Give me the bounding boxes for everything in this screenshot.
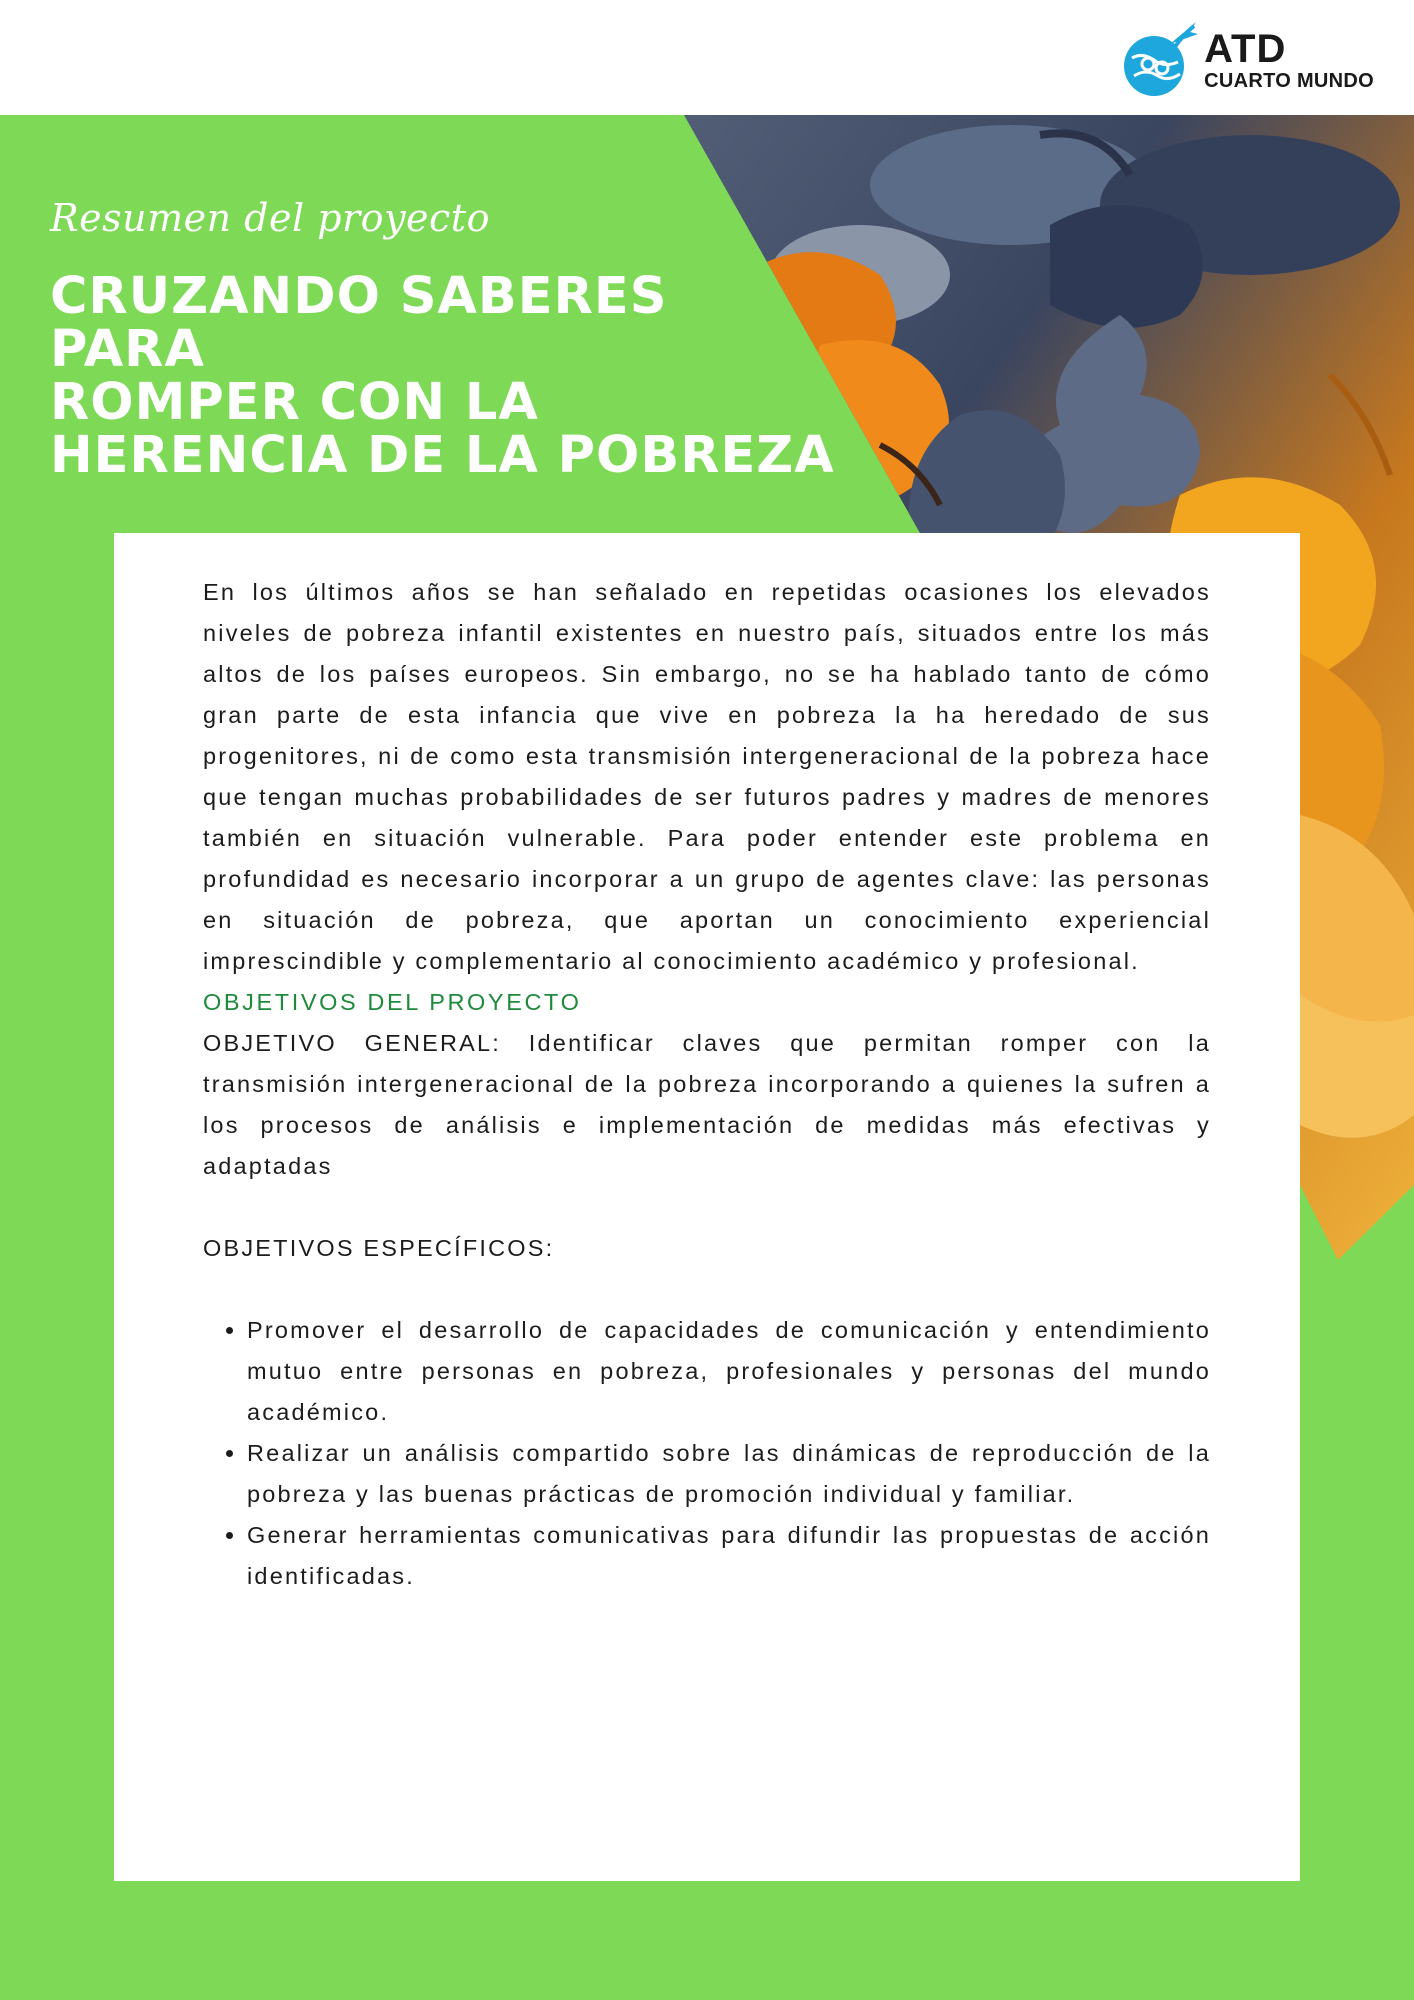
content-body — [203, 572, 1211, 1597]
title-line: CRUZANDO SABERES — [50, 267, 668, 326]
list-item: • Promover el desarrollo de capacidades de comunicación y entendimiento mutuo entre personas en pobreza, profesionales y personas del mundo académico. — [247, 1310, 1211, 1433]
title-line: ROMPER CON LA — [50, 373, 539, 432]
list-item: • Generar herramientas comunicativas para difundir las propuestas de acción identificadas. — [247, 1515, 1211, 1597]
intro-paragraph: En los últimos años se han señalado en repetidas ocasiones los elevados niveles de pobreza infantil existentes en nuestro país, situados entre los más altos de los países europeos. Sin embargo, no se ha hablado tanto de cómo gran parte de esta infancia que vive en pobreza la ha heredado de sus progenitores, ni de como esta transmisión intergeneracional de la pobreza hace que tengan muchas probabilidades de ser futuros padres y madres de menores también en situación vulnerable. Para poder entender este problema en profundidad es necesario incorporar a un grupo de agentes clave: las personas en situación de pobreza, que aportan un conocimiento experiencial imprescindible y complementario al conocimiento académico y profesional. — [203, 579, 1211, 974]
title-line: PARA — [50, 320, 205, 379]
specific-objectives-heading: OBJETIVOS ESPECÍFICOS: — [203, 1235, 555, 1261]
top-bar — [0, 0, 1414, 115]
list-item: • Realizar un análisis compartido sobre las dinámicas de reproducción de la pobreza y las buenas prácticas de promoción individual y familiar. — [247, 1433, 1211, 1515]
logo-title: ATD — [1204, 27, 1287, 71]
project-title — [50, 267, 890, 485]
atd-logo[interactable] — [1118, 18, 1374, 102]
project-summary-subtitle: Resumen del proyecto — [50, 196, 490, 240]
general-objective: OBJETIVO GENERAL: Identificar claves que permitan romper con la transmisión intergeneracional de la pobreza incorporando a quienes la sufren a los procesos de análisis e implementación de medidas más efectivas y adaptadas — [203, 1030, 1211, 1179]
specific-objectives-list — [203, 1310, 1211, 1597]
atd-globe-icon — [1118, 18, 1200, 102]
logo-subtitle: CUARTO MUNDO — [1204, 70, 1374, 92]
title-line: HERENCIA DE LA POBREZA — [50, 426, 835, 485]
objectives-heading: OBJETIVOS DEL PROYECTO — [203, 989, 582, 1015]
